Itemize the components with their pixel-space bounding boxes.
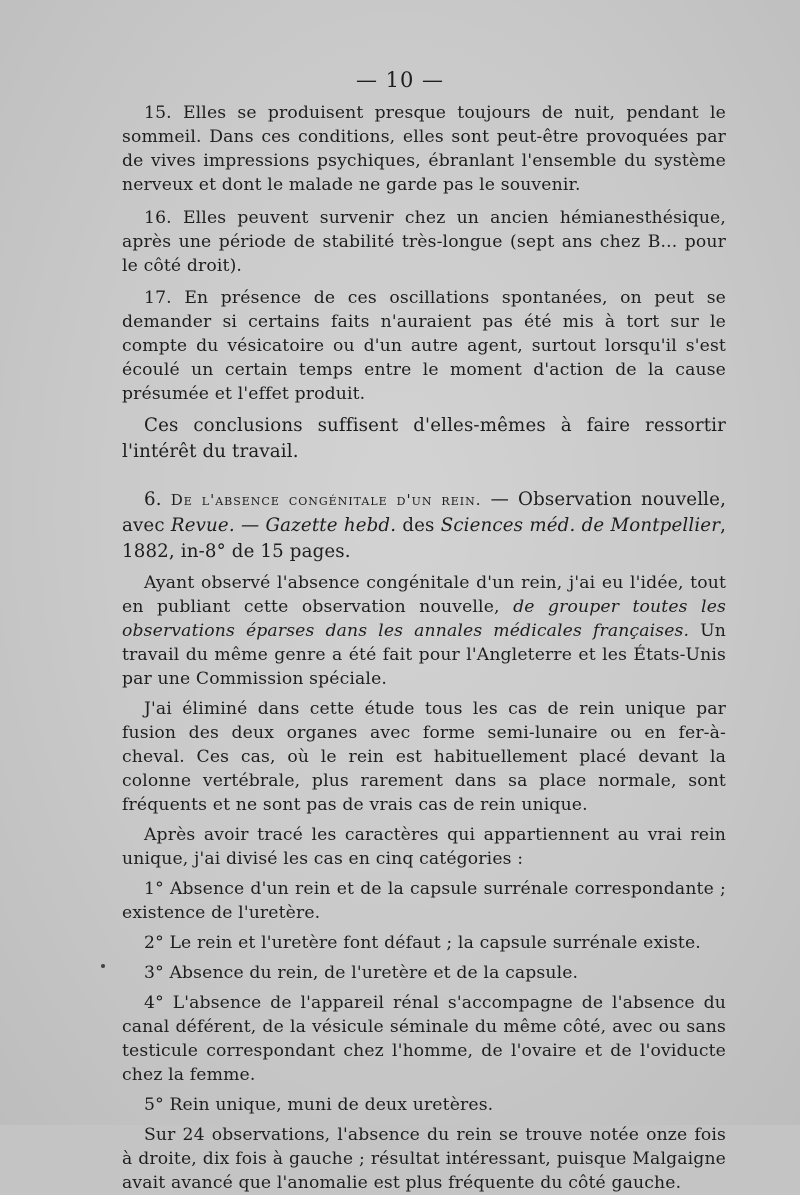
- category-item: 3° Absence du rein, de l'uretère et de la capsule.: [144, 963, 579, 983]
- intro-italic: de grouper toutes les observations éparses dans les annales médicales françaises.: [122, 597, 726, 641]
- intro-paragraph: [122, 571, 726, 691]
- revue-reference: Revue. — Gazette hebd.: [170, 515, 397, 536]
- page-number: — 10 —: [355, 68, 445, 92]
- paragraph-15: 15. Elles se produisent presque toujours de nuit, pendant le sommeil. Dans ces conditions, elles sont peut-être provoquées par de vives impressions psychiques, ébranlant l'ensemble du système nerveux et dont le malade ne garde pas le souvenir.: [122, 103, 726, 195]
- category-item: 2° Le rein et l'uretère font défaut ; la capsule surrénale existe.: [144, 933, 701, 953]
- category-item: 5° Rein unique, muni de deux uretères.: [144, 1095, 494, 1115]
- ink-speck: [101, 964, 105, 968]
- paragraph-16: 16. Elles peuvent survenir chez un ancien hémianesthésique, après une période de stabilité très-longue (sept ans chez B... pour le côté droit).: [122, 208, 726, 276]
- intro-text-1: Ayant observé l'absence congénitale d'un rein, j'ai eu l'idée, tout en publiant cette observation nouvelle,: [122, 573, 726, 617]
- paragraph-17: 17. En présence de ces oscillations spontanées, on peut se demander si certains faits n'auraient pas été mis à tort sur le compte du vésicatoire ou d'un autre agent, surtout lorsqu'il s'est écoulé un certain temps entre le moment d'action de la cause présumée et l'effet produit.: [122, 288, 726, 404]
- intro-text-2: Un travail du même genre a été fait pour l'Angleterre et les États-Unis par une Commission spéciale.: [122, 621, 727, 689]
- journal-name: Sciences méd. de Montpellier: [440, 515, 721, 536]
- excluded-paragraph: J'ai éliminé dans cette étude tous les cas de rein unique par fusion des deux organes avec forme semi-lunaire ou en fer-à-cheval. Ces cas, où le rein est habituellement placé devant la colonne vertébrale, plus rarement dans sa place normale, sont fréquents et ne sont pas de vrais cas de rein unique.: [122, 699, 726, 815]
- section-text-2: des: [396, 515, 441, 536]
- section-text-3: , 1882, in-8° de 15 pages.: [122, 515, 726, 562]
- categories-intro: Après avoir tracé les caractères qui appartiennent au vrai rein unique, j'ai divisé les cas en cinq catégories :: [122, 825, 726, 869]
- conclusions-paragraph: Ces conclusions suffisent d'elles-mêmes à faire ressortir l'intérêt du travail.: [122, 415, 726, 462]
- category-item: 4° L'absence de l'appareil rénal s'accompagne de l'absence du canal déférent, de la vésicule séminale du même côté, avec ou sans testicule correspondant chez l'homme, de l'ovaire et de l'oviducte chez la femme.: [122, 993, 726, 1085]
- section-text-1: — Observation nouvelle, avec: [122, 489, 726, 536]
- section-title: De l'absence congénitale d'un rein.: [170, 491, 482, 509]
- category-item: 1° Absence d'un rein et de la capsule surrénale correspondante ; existence de l'uretère.: [122, 879, 726, 923]
- statistics-paragraph: Sur 24 observations, l'absence du rein se trouve notée onze fois à droite, dix fois à gauche ; résultat intéressant, puisque Malgaigne avait avancé que l'anomalie est plus fréquente du côté gauche.: [122, 1125, 726, 1193]
- section-number: 6.: [144, 489, 162, 510]
- page-body: [122, 101, 726, 1195]
- section-6-heading: [122, 487, 726, 565]
